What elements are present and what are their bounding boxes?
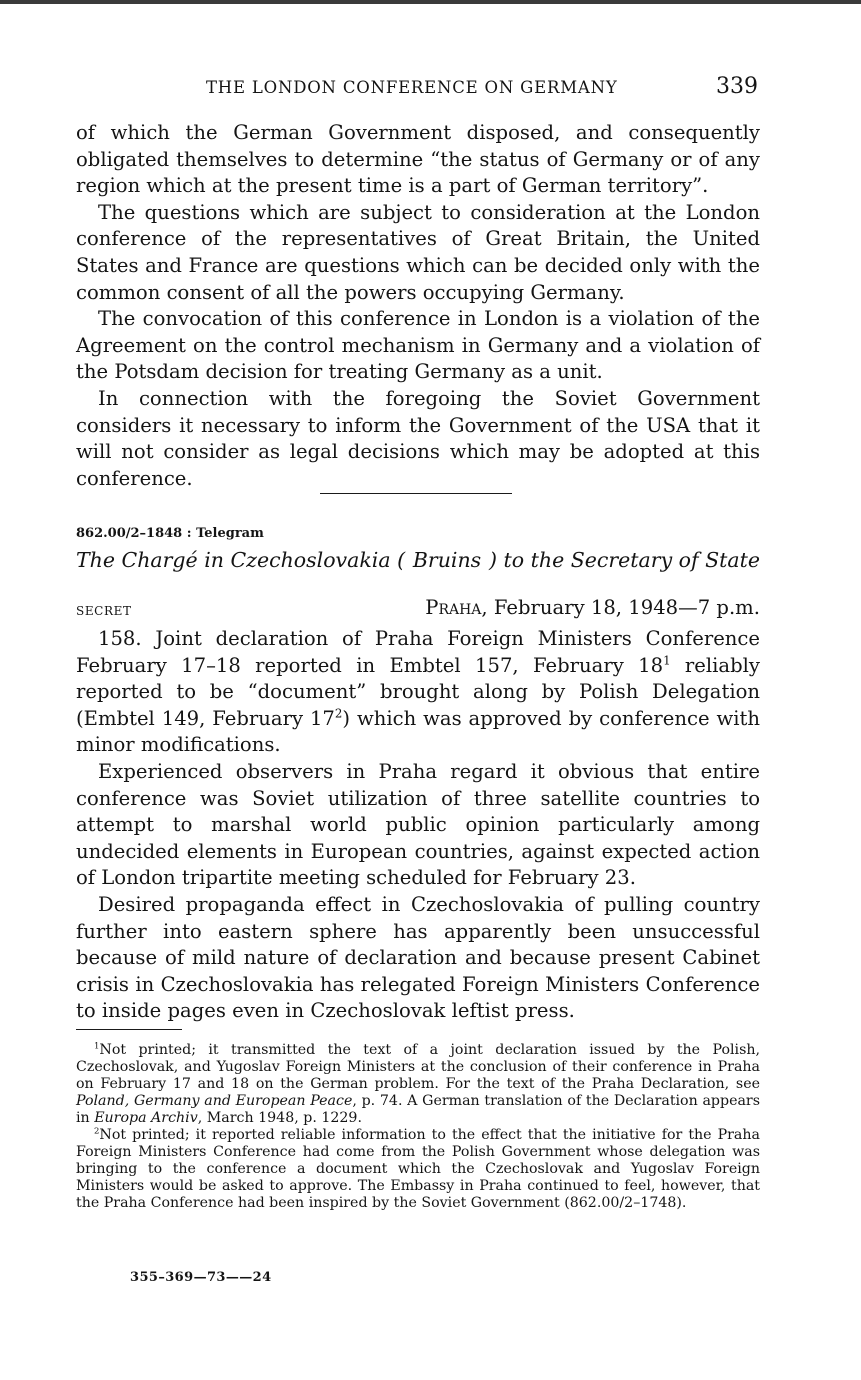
paragraph-text: reliably reported to be “document” brought along by Polish Delegation (Embtel 149, February 17 [76, 653, 760, 730]
footnote-1 [76, 1042, 760, 1127]
telegram-body [76, 626, 760, 1025]
footnote-mark: 2 [94, 1126, 100, 1137]
footnote-text: , March 1948, p. 1229. [197, 1110, 362, 1126]
paragraph: The convocation of this conference in London is a violation of the Agreement on the control mechanism in Germany and a violation of the Potsdam decision for treating Germany as a unit. [76, 307, 760, 384]
heading-name: Bruins [412, 548, 482, 572]
print-code: 355–369—73——24 [130, 1270, 272, 1285]
footnote-text: Not printed; it transmitted the text of a joint declaration issued by the Polish, Czechoslovak, and Yugoslav Foreign Ministers at the conclusion of their conference in Praha on February 17 and 18 on the German problem. For the text of the Praha Declaration, see [76, 1042, 760, 1092]
paragraph: In connection with the foregoing the Soviet Government considers it necessary to inform the Government of the USA that it will not consider as legal decisions which may be adopted at this conference. [76, 386, 760, 490]
file-number: 862.00/2–1848 : Telegram [76, 526, 264, 541]
cited-title: Europa Archiv [94, 1110, 198, 1126]
date-text: , February 18, 1948—7 p.m. [481, 596, 760, 619]
paragraph: The questions which are subject to consideration at the London conference of the representatives of Great Britain, the United States and France are questions which can be decided only with the common consent of all the powers occupying Germany. [76, 200, 760, 304]
document-heading [76, 548, 760, 572]
footnote-mark: 1 [94, 1041, 100, 1052]
heading-part: ) to the Secretary of State [489, 548, 760, 572]
paragraph-text: ) which was approved by conference with minor modifications. [76, 706, 760, 757]
section-separator [320, 493, 512, 494]
footnote-ref[interactable]: 2 [334, 706, 343, 721]
top-edge-rule [0, 0, 861, 4]
footnote-text: Not printed; it reported reliable information to the effect that the initiative for the Praha Foreign Ministers Conference had come from the Polish Government whose delegation was bringing to the conference a document which the Czechoslovak and Yugoslav Foreign Ministers would be asked to approve. The Embassy in Praha continued to feel, however, that the Praha Conference had been inspired by the Soviet Government (862.00/2–1748). [76, 1127, 760, 1211]
running-head [76, 74, 760, 104]
continuation-text [76, 120, 760, 492]
footnote-text: , p. 74. A German translation of the Declaration appears in [76, 1093, 760, 1126]
classification-label: SECRET [76, 604, 132, 618]
heading-part: The Chargé in Czechoslovakia ( [76, 548, 406, 572]
footnote-rule [76, 1029, 182, 1030]
footnotes [76, 1042, 760, 1212]
paragraph: of which the German Government disposed, and consequently obligated themselves to determine “the status of Germany or of any region which at the present time is a part of German territory”. [76, 121, 760, 198]
place-name: Praha [425, 596, 482, 619]
footnote-2 [76, 1127, 760, 1212]
dateline-row [76, 596, 760, 624]
footnote-ref[interactable]: 1 [663, 653, 671, 668]
page-number: 339 [716, 74, 758, 99]
paragraph: Desired propaganda effect in Czechoslovakia of pulling country further into eastern sphere has apparently been unsuccessful because of mild nature of declaration and because present Cabinet crisis in Czechoslovakia has relegated Foreign Ministers Conference to inside pages even in Czechoslovak leftist press. [76, 892, 760, 1023]
dateline [425, 596, 760, 619]
cited-title: Poland, Germany and European Peace [76, 1093, 353, 1109]
paragraph-text: 158. Joint declaration of Praha Foreign Ministers Conference February 17–18 reported in Embtel 157, February 18 [76, 627, 760, 677]
running-title: THE LONDON CONFERENCE ON GERMANY [206, 78, 618, 97]
paragraph: Experienced observers in Praha regard it obvious that entire conference was Soviet utilization of three satellite countries to attempt to marshal world public opinion particularly among undecided elements in European countries, against expected action of London tripartite meeting scheduled for February 23. [76, 759, 760, 890]
paragraph [76, 626, 760, 759]
